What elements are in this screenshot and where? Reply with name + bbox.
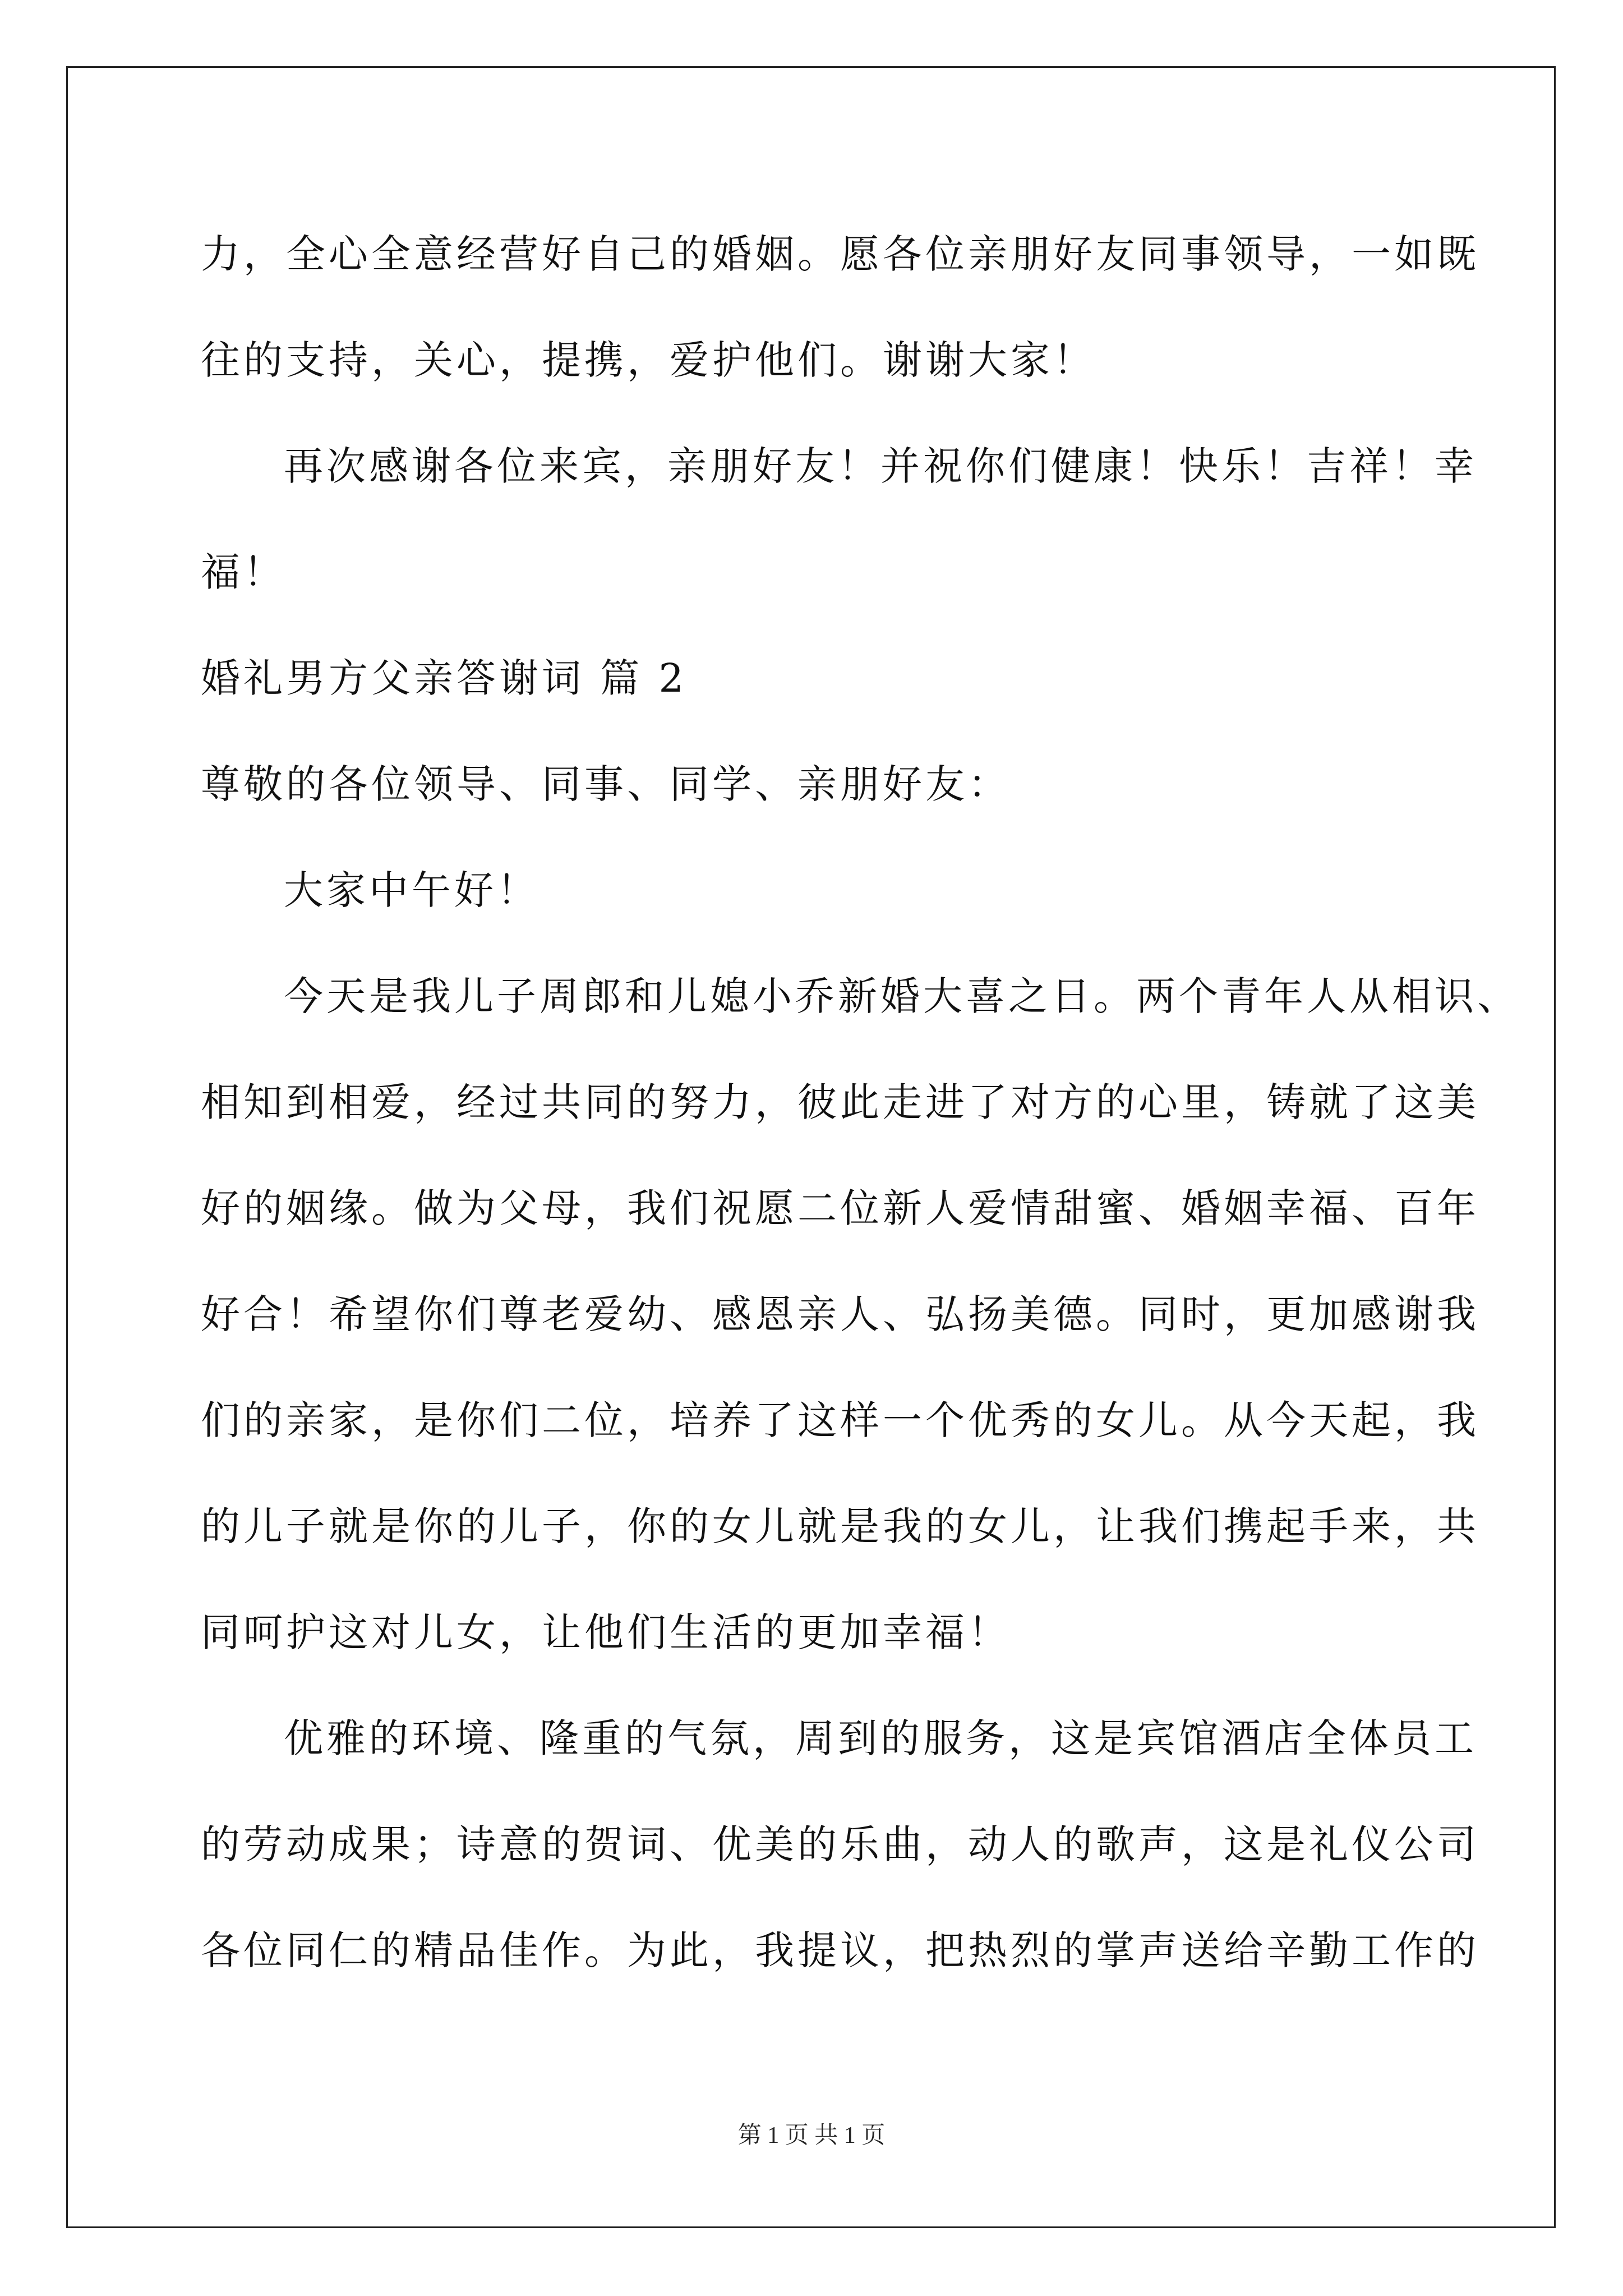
- text-line: 的劳动成果；诗意的贺词、优美的乐曲，动人的歌声，这是礼仪公司: [201, 1821, 1479, 1867]
- text-line: 福！: [201, 549, 286, 595]
- text-line: 各位同仁的精品佳作。为此，我提议，把热烈的掌声送给辛勤工作的: [201, 1927, 1479, 1973]
- salutation: 尊敬的各位领导、同事、同学、亲朋好友：: [201, 761, 1011, 807]
- section-title: 婚礼男方父亲答谢词 篇 2: [201, 655, 688, 701]
- paragraph-start: 再次感谢各位来宾，亲朋好友！并祝你们健康！快乐！吉祥！幸: [284, 443, 1477, 489]
- text-line: 往的支持，关心，提携，爱护他们。谢谢大家！: [201, 337, 1096, 383]
- paragraph-start: 优雅的环境、隆重的气氛，周到的服务，这是宾馆酒店全体员工: [284, 1715, 1477, 1761]
- page-border: [66, 66, 1556, 2228]
- text-line: 同呵护这对儿女，让他们生活的更加幸福！: [201, 1609, 1011, 1655]
- text-line: 相知到相爱，经过共同的努力，彼此走进了对方的心里，铸就了这美: [201, 1079, 1479, 1125]
- paragraph-start: 今天是我儿子周郎和儿媳小乔新婚大喜之日。两个青年人从相识、: [284, 973, 1520, 1019]
- text-line: 力，全心全意经营好自己的婚姻。愿各位亲朋好友同事领导，一如既: [201, 231, 1479, 277]
- greeting: 大家中午好！: [284, 867, 540, 913]
- text-line: 们的亲家，是你们二位，培养了这样一个优秀的女儿。从今天起，我: [201, 1397, 1479, 1443]
- text-line: 的儿子就是你的儿子，你的女儿就是我的女儿，让我们携起手来，共: [201, 1503, 1479, 1549]
- page-footer: 第 1 页 共 1 页: [737, 2123, 886, 2148]
- text-line: 好的姻缘。做为父母，我们祝愿二位新人爱情甜蜜、婚姻幸福、百年: [201, 1185, 1479, 1231]
- text-line: 好合！希望你们尊老爱幼、感恩亲人、弘扬美德。同时，更加感谢我: [201, 1291, 1479, 1337]
